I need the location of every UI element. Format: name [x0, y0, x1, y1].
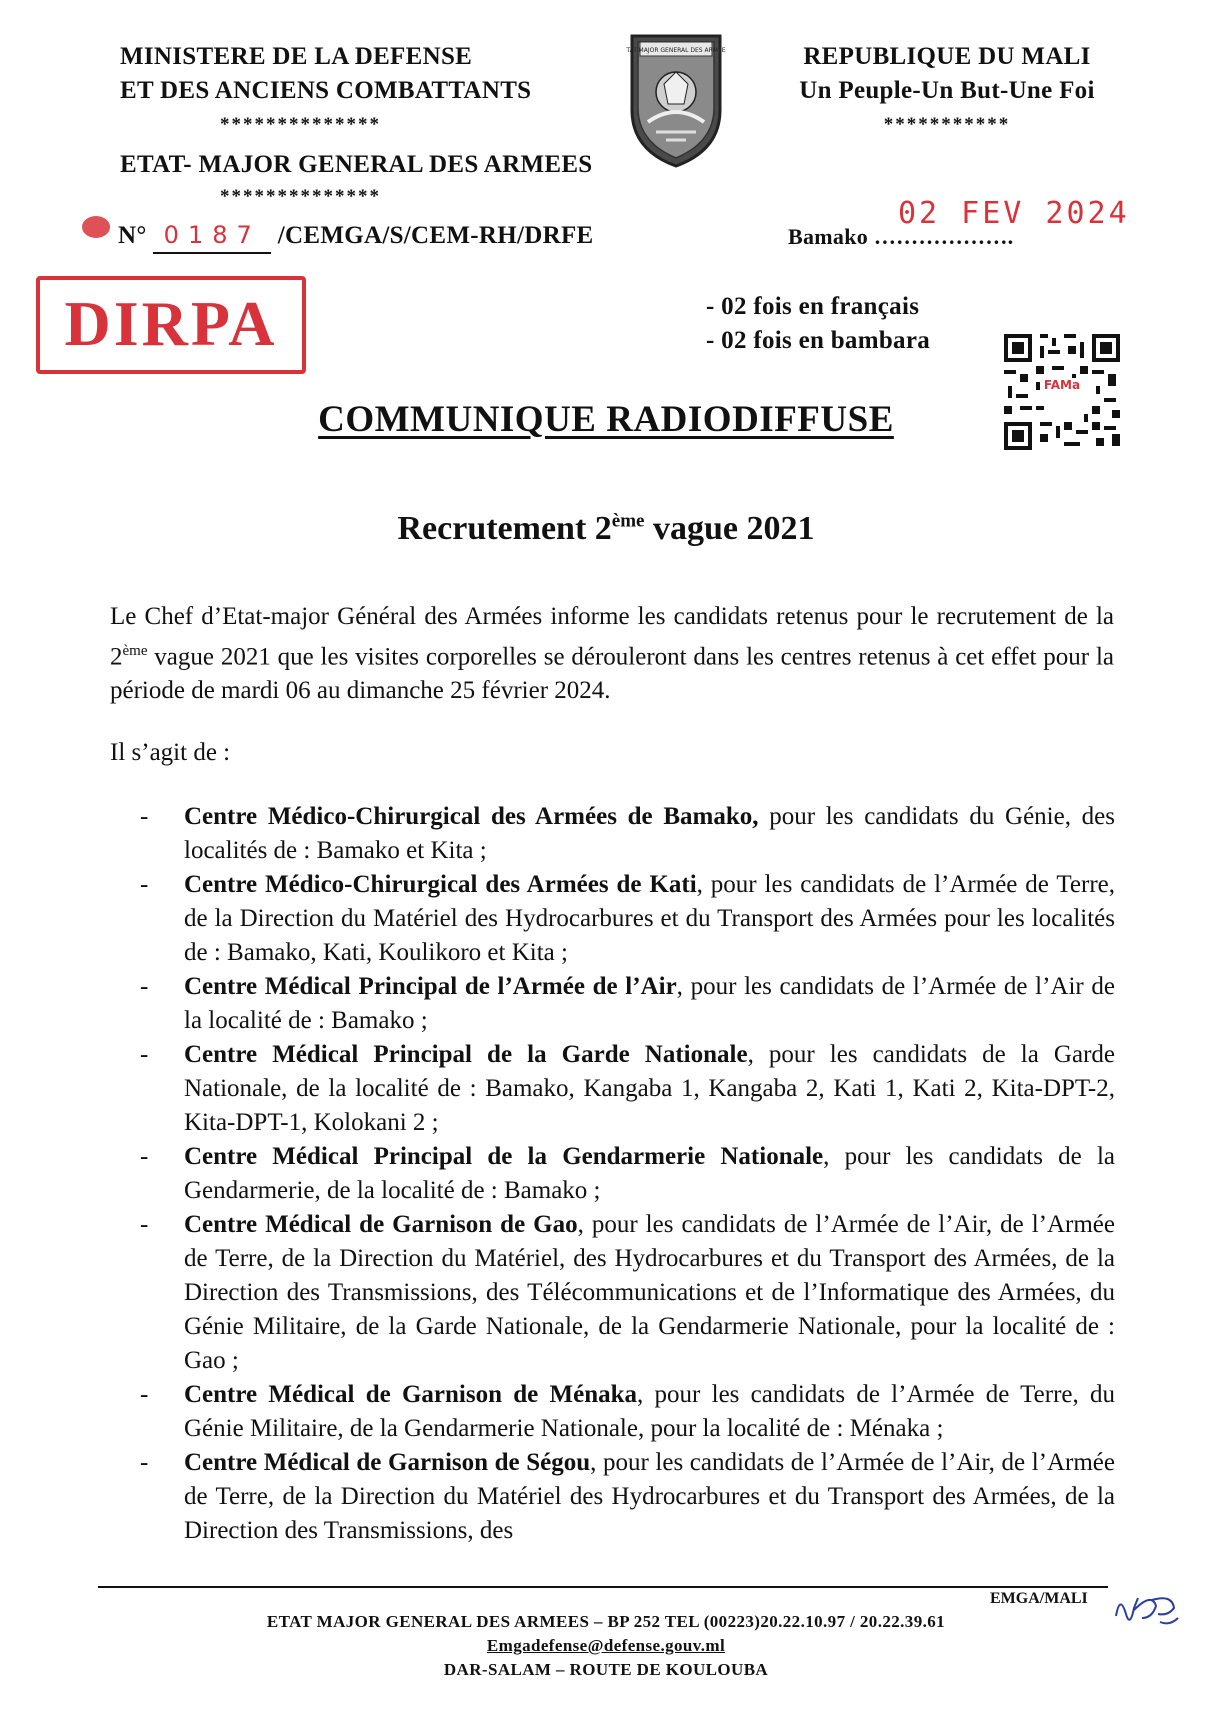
center-details: , pour les candidats de l’Armée de l’Air, de l’Armée de Terre, de la Direction du Matériel des Hydrocarbures et du Transport des Armées, de la Direction des Transmissions, des [184, 1449, 1116, 1544]
motto: Un Peuple-Un But-Une Foi [799, 77, 1095, 104]
center-name: Centre Médical de Garnison de Ménaka [184, 1381, 638, 1408]
center-details: , pour les candidats de l’Armée de Terre, du Génie Militaire, de la Gendarmerie Nationale, pour la localité de : Ménaka ; [184, 1381, 1116, 1442]
center-name: Centre Médico-Chirurgical des Armées de Kati [184, 871, 697, 898]
list-item [140, 1038, 1115, 1140]
ministry-line-1: MINISTERE DE LA DEFENSE [120, 43, 473, 70]
center-name: Centre Médical Principal de la Gendarmerie Nationale [184, 1143, 824, 1170]
list-item [140, 1378, 1115, 1446]
footer-rule [98, 1586, 1108, 1588]
broadcast-bambara: - 02 fois en bambara [706, 327, 931, 354]
broadcast-instructions [706, 290, 930, 358]
reference-number-stamp: 0187 [153, 218, 271, 254]
center-details: , pour les candidats de l’Armée de l’Air, de l’Armée de Terre, de la Direction du Matériel, des Hydrocarbures et du Transport des Armées, de la Direction des Transmissions, des Télécommunications et de l’Informatique des Armées, du Génie Militaire, de la Garde Nationale, de la Gendarmerie Nationale, pour la localité de : Gao ; [184, 1211, 1115, 1374]
list-dash: - [140, 803, 149, 830]
emblem-banner: ETAT-MAJOR GENERAL DES ARMEES [626, 47, 726, 54]
list-item [140, 1446, 1115, 1548]
intro-paragraph [110, 600, 1114, 708]
center-details: , pour les candidats de l’Armée de l’Air de la localité de : Bamako ; [184, 973, 1115, 1034]
separator-stars: ************** [220, 114, 381, 135]
separator-stars: *********** [883, 114, 1011, 135]
separator-stars: ************** [220, 186, 381, 207]
center-name: Centre Médico-Chirurgical des Armées de Bamako, [184, 803, 759, 830]
list-item [140, 970, 1115, 1038]
footer-address: ETAT MAJOR GENERAL DES ARMEES – BP 252 TEL (00223)20.22.10.97 / 20.22.39.61 [266, 1612, 946, 1631]
subtitle [0, 510, 1212, 548]
center-details: , pour les candidats de la Gendarmerie, de la localité de : Bamako ; [184, 1143, 1115, 1204]
list-item [140, 1208, 1115, 1378]
list-dash: - [140, 973, 149, 1000]
ministry-line-2: ET DES ANCIENS COMBATTANTS [120, 77, 532, 104]
intro-superscript: ème [122, 643, 148, 659]
republic-block [782, 40, 1112, 108]
list-dash: - [140, 1211, 149, 1238]
center-name: Centre Médical de Garnison de Gao [184, 1211, 578, 1238]
footer-email[interactable]: Emgadefense@defense.gouv.ml [486, 1636, 726, 1655]
center-details: , pour les candidats de l’Armée de Terre, de la Direction du Matériel des Hydrocarbures et du Transport des Armées pour les localités de : Bamako, Kati, Koulikoro et Kita ; [184, 871, 1115, 966]
emga-emblem-icon [626, 32, 726, 170]
reference-prefix: N° [118, 222, 147, 249]
broadcast-french: - 02 fois en français [706, 293, 920, 320]
subtitle-part-a: Recrutement 2 [397, 510, 612, 547]
list-item [140, 1140, 1115, 1208]
reference-suffix: /CEMGA/S/CEM-RH/DRFE [277, 222, 594, 249]
list-dash: - [140, 871, 149, 898]
center-name: Centre Médical Principal de la Garde Nationale [184, 1041, 748, 1068]
title-wrap [0, 398, 1212, 441]
center-name: Centre Médical Principal de l’Armée de l’Air [184, 973, 677, 1000]
page-title: COMMUNIQUE RADIODIFFUSE [318, 399, 894, 440]
date-place: Bamako [788, 224, 869, 249]
subtitle-part-b: vague 2021 [644, 510, 815, 547]
footer-block [0, 1610, 1212, 1682]
list-item [140, 868, 1115, 970]
intro-part-b: vague 2021 que les visites corporelles se dérouleront dans les centres retenus à cet effet pour la période de mardi 06 au dimanche 25 février 2024. [110, 643, 1114, 705]
center-details: pour les candidats du Génie, des localités de : Bamako et Kita ; [184, 803, 1115, 864]
list-dash: - [140, 1449, 149, 1476]
ministry-name [120, 40, 531, 108]
qr-label: FAMa [1043, 378, 1081, 392]
subtitle-superscript: ème [611, 510, 645, 532]
list-intro: Il s’agit de : [110, 739, 231, 766]
center-name: Centre Médical de Garnison de Ségou [184, 1449, 591, 1476]
intro-part-a: Le Chef d’Etat-major Général des Armées informe les candidats retenus pour le recrutement de la 2 [110, 603, 1114, 671]
center-details: , pour les candidats de la Garde Nationale, de la localité de : Bamako, Kangaba 1, Kangaba 2, Kati 1, Kati 2, Kita-DPT-2, Kita-DPT-1, Kolokani 2 ; [184, 1041, 1116, 1136]
footer-tag: EMGA/MALI [990, 1590, 1088, 1607]
staff-name: ETAT- MAJOR GENERAL DES ARMEES [120, 151, 593, 178]
stamp-blot [82, 216, 110, 238]
date-dots: ………………. [873, 224, 1014, 249]
list-item [140, 800, 1115, 868]
dirpa-stamp [36, 276, 306, 374]
list-dash: - [140, 1381, 149, 1408]
republic-name: REPUBLIQUE DU MALI [803, 43, 1091, 70]
reference-line [118, 218, 594, 254]
centers-list [140, 800, 1115, 1548]
list-dash: - [140, 1143, 149, 1170]
dirpa-stamp-label: DIRPA [64, 288, 278, 359]
date-stamp: 02 FEV 2024 [898, 196, 1130, 231]
footer-location: DAR-SALAM – ROUTE DE KOULOUBA [443, 1660, 769, 1679]
list-dash: - [140, 1041, 149, 1068]
